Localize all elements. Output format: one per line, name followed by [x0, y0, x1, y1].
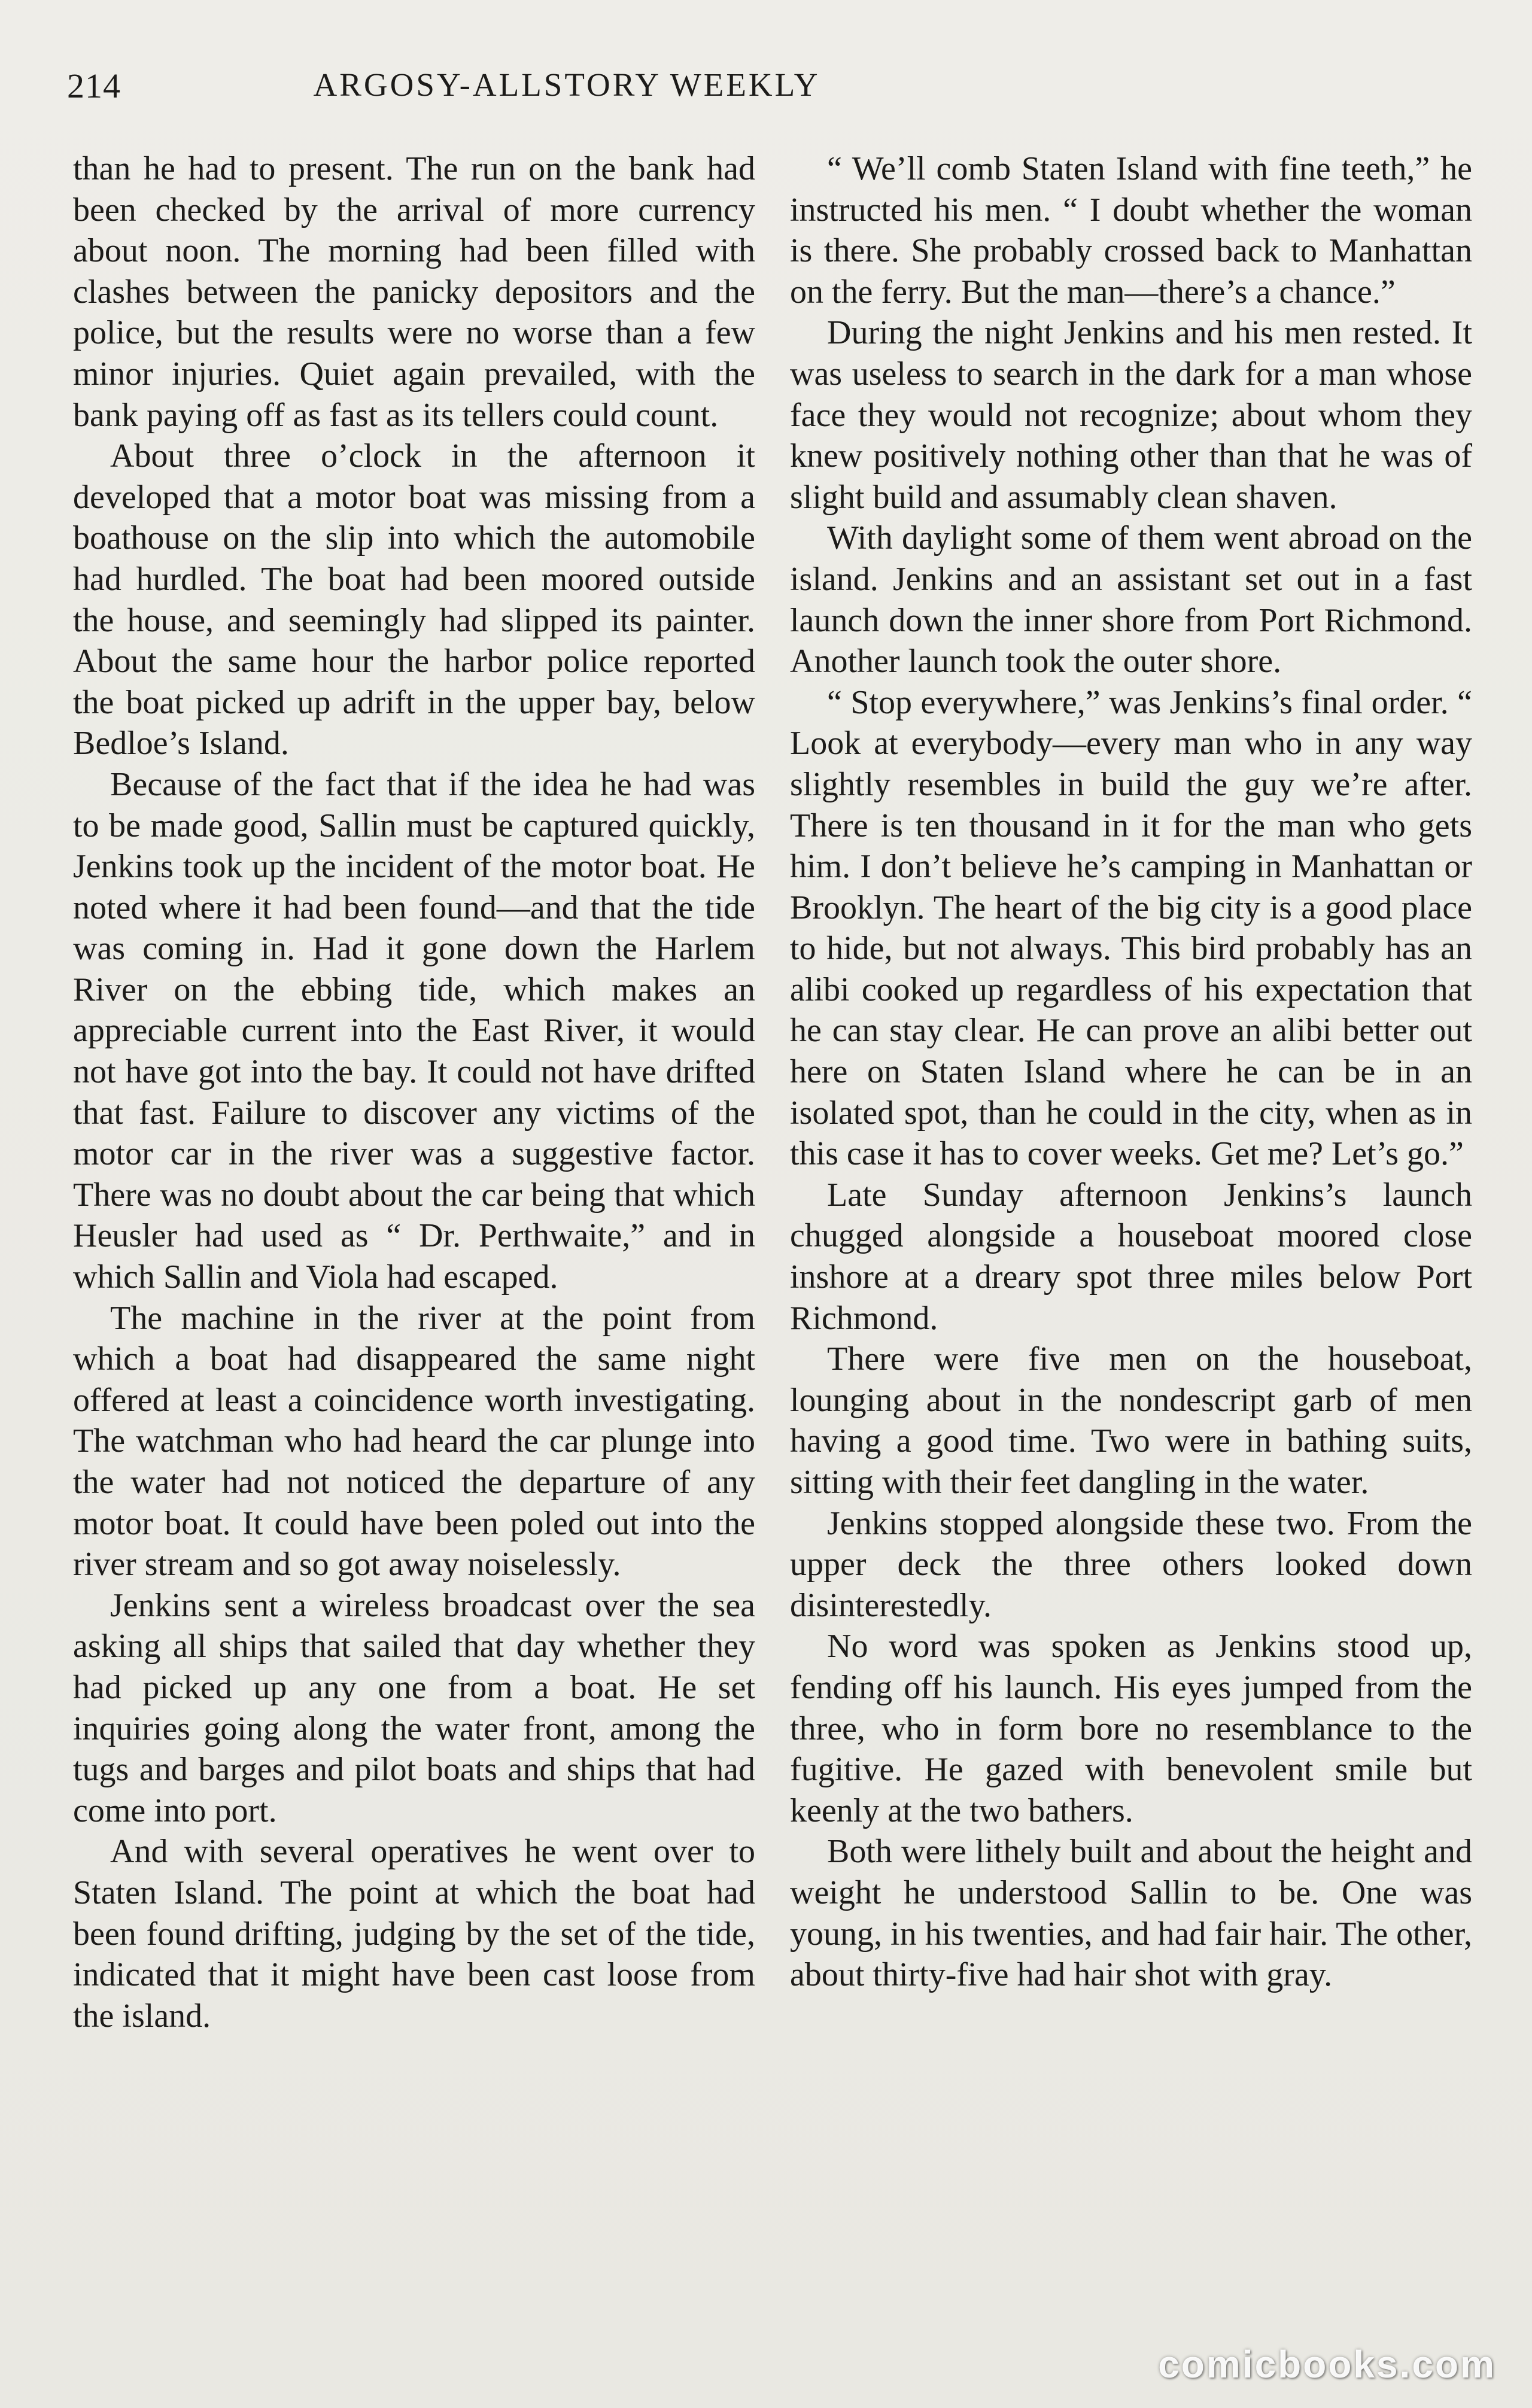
paragraph: And with several operatives he went over to Staten Island. The point at which the boat had been found drifting, judging by the set of the tide, indicated that it might have been cast loose from the island. [73, 1833, 755, 2035]
left-column [73, 148, 755, 2036]
paragraph: The machine in the river at the point from which a boat had disappeared the same night offered at least a coincidence worth investigating. The watchman who had heard the car plunge into the water had not noticed the departure of any motor boat. It could have been poled out into the river stream and so got away noiselessly. [73, 1299, 755, 1583]
watermark: comicbooks.com [1158, 2343, 1496, 2386]
paragraph: Both were lithely built and about the height and weight he understood Sallin to be. One was young, in his twenties, and had fair hair. The other, about thirty-five had hair shot with gray. [790, 1833, 1472, 1994]
paragraph: No word was spoken as Jenkins stood up, fending off his launch. His eyes jumped from the three, who in form bore no resemblance to the fugitive. He gazed with benevolent smile but keenly at the two bathers. [790, 1628, 1472, 1829]
right-column [790, 148, 1472, 1996]
running-title: ARGOSY-ALLSTORY WEEKLY [313, 66, 820, 103]
paragraph: During the night Jenkins and his men rested. It was useless to search in the dark for a man whose face they would not recognize; about whom they knew positively nothing other than that he was of slight build and assumably clean shaven. [790, 314, 1472, 516]
paragraph: About three o’clock in the afternoon it developed that a motor boat was missing from a boathouse on the slip into which the automobile had hurdled. The boat had been moored outside the house, and seemingly had slipped its painter. About the same hour the harbor police reported the boat picked up adrift in the upper bay, below Bedloe’s Island. [73, 437, 755, 762]
page-header [67, 66, 1066, 114]
paragraph: Jenkins sent a wireless broadcast over the sea asking all ships that sailed that day whether they had picked up any one from a boat. He set inquiries going along the water front, among the tugs and barges and pilot boats and ships that had come into port. [73, 1586, 755, 1829]
paragraph: Because of the fact that if the idea he had was to be made good, Sallin must be captured quickly, Jenkins took up the incident of the motor boat. He noted where it had been found—and that the tide was coming in. Had it gone down the Harlem River on the ebbing tide, which makes an appreciable current into the East River, it would not have got into the bay. It could not have drifted that fast. Failure to discover any victims of the motor car in the river was a suggestive factor. There was no doubt about the car being that which Heusler had used as “ Dr. Perthwaite,” and in which Sallin and Viola had escaped. [73, 765, 755, 1296]
paragraph: “ Stop everywhere,” was Jenkins’s final order. “ Look at everybody—every man who in any way slightly resembles in build the guy we’re after. There is ten thousand in it for the man who gets him. I don’t believe he’s camping in Manhattan or Brooklyn. The heart of the big city is a good place to hide, but not always. This bird probably has an alibi cooked up regardless of his expectation that he can stay clear. He can prove an alibi better out here on Staten Island where he can be in an isolated spot, than he could in the city, when as in this case it has to cover weeks. Get me? Let’s go.” [790, 683, 1472, 1173]
paragraph: There were five men on the houseboat, lounging about in the nondescript garb of men having a good time. Two were in bathing suits, sitting with their feet dangling in the water. [790, 1340, 1472, 1501]
paragraph: Jenkins stopped alongside these two. From the upper deck the three others looked down disinterestedly. [790, 1504, 1472, 1624]
page-number: 214 [67, 66, 121, 105]
paragraph: than he had to present. The run on the bank had been checked by the arrival of more currency about noon. The morning had been filled with clashes between the panicky depositors and the police, but the results were no worse than a few minor injuries. Quiet again prevailed, with the bank paying off as fast as its tellers could count. [73, 150, 755, 434]
paragraph: “ We’ll comb Staten Island with fine teeth,” he instructed his men. “ I doubt whether the woman is there. She probably crossed back to Manhattan on the ferry. But the man—there’s a chance.” [790, 150, 1472, 311]
paragraph: Late Sunday afternoon Jenkins’s launch chugged alongside a houseboat moored close inshore at a dreary spot three miles below Port Richmond. [790, 1176, 1472, 1337]
paragraph: With daylight some of them went abroad on the island. Jenkins and an assistant set out in a fast launch down the inner shore from Port Richmond. Another launch took the outer shore. [790, 519, 1472, 680]
